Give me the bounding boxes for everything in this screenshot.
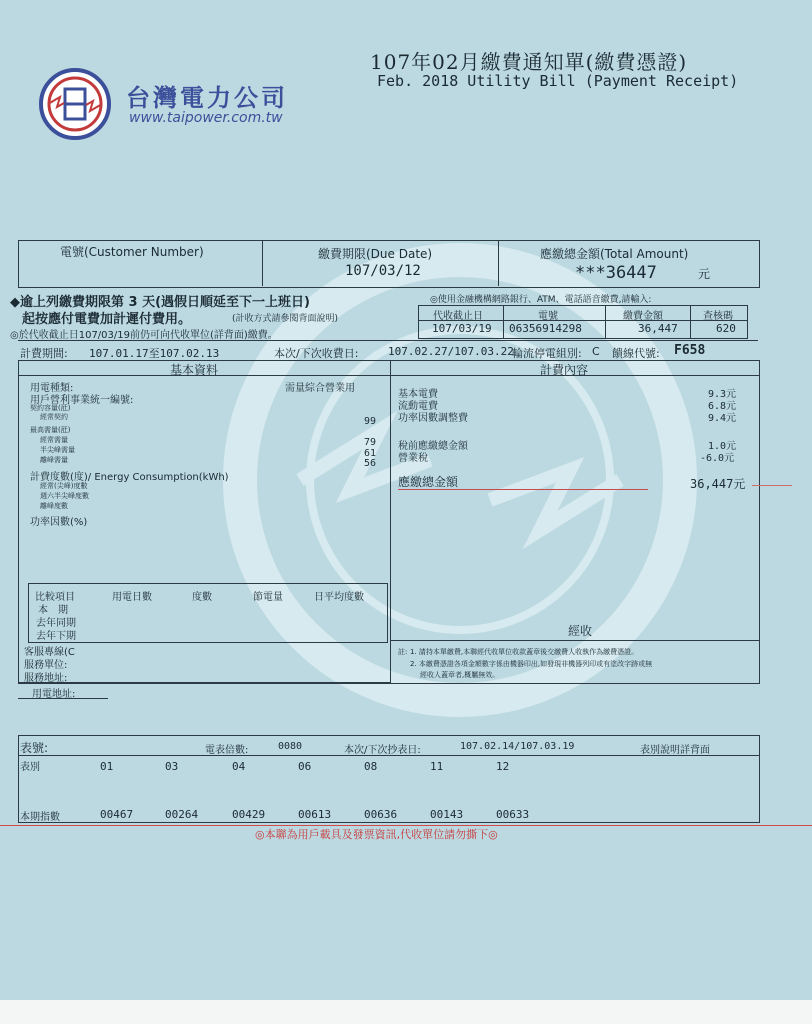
note-2: 2. 本繳費憑證各項金額數字係由機器印出,如發現非機器列印或有塗改字跡或無 (410, 660, 653, 668)
total-amount: ***36447 (575, 263, 657, 283)
charge-total-value: 36,447元 (690, 477, 746, 491)
charge-pretax-label: 稅前應繳總金額 (398, 441, 468, 452)
payment-col-amount: 繳費金額 (623, 311, 663, 322)
tear-off-notice: ◎本聯為用戶載具及發票資訊,代收單位請勿撕下◎ (255, 828, 498, 841)
charge-pf-label: 功率因數調整費 (398, 413, 468, 424)
energy-consumption-label: 計費度數(度)/ Energy Consumption(kWh) (30, 472, 229, 483)
meter-reading: 00264 (165, 808, 199, 821)
meter-reading: 00636 (364, 808, 398, 821)
service-unit-label: 服務單位: (24, 660, 68, 671)
title-zh: 107年02月繳費通知單(繳費憑證) (370, 50, 688, 74)
comparison-header-item: 比較項目 (35, 592, 75, 603)
total-amount-label: 應繳總金額(Total Amount) (540, 247, 689, 261)
regular-demand-value: 79 (364, 437, 377, 448)
charge-tax-value: -6.0元 (700, 453, 735, 464)
billing-period-label: 計費期間: (20, 347, 68, 360)
peak-kwh-label: 經常(尖峰)度數 (40, 482, 88, 490)
payment-check-code: 620 (716, 322, 736, 335)
title-en: Feb. 2018 Utility Bill (Payment Receipt) (377, 72, 739, 90)
payment-col-check: 查核碼 (703, 311, 733, 322)
meter-explain-label: 表別說明詳背面 (640, 745, 710, 756)
comparison-header-kwh: 度數 (192, 592, 212, 603)
receipt-stamp-label: 經收 (568, 624, 593, 638)
meter-read-date-label: 本次/下次抄表日: (344, 745, 421, 756)
saturday-kwh-label: 週六半尖峰度數 (40, 492, 89, 500)
meter-reading: 00613 (298, 808, 332, 821)
power-factor-label: 功率因數(%) (30, 517, 88, 528)
service-hotline-label: 客服專線(C (24, 647, 75, 658)
meter-type-label: 表別 (20, 762, 40, 773)
feeder-code-label: 饋線代號: (612, 347, 660, 360)
scan-background (0, 1000, 812, 1024)
payment-col-customer: 電號 (538, 311, 558, 322)
site-address-label: 用電地址: (32, 689, 76, 700)
late-fee-note: (計收方式請參閱背面說明) (232, 314, 339, 324)
comparison-row-last-year: 去年同期 (36, 618, 76, 629)
meter-reading: 00143 (430, 808, 464, 821)
collection-notice: ◎於代收截止日107/03/19前仍可向代收單位(詳背面)繳費。 (10, 330, 278, 341)
charge-basic-value: 9.3元 (708, 389, 737, 400)
meter-type: 11 (430, 760, 444, 773)
comparison-row-current: 本 期 (38, 605, 68, 616)
late-fee-notice-2: 起按應付電費加計遲付費用。 (22, 312, 192, 327)
company-website: www.taipower.com.tw (129, 110, 283, 126)
meter-type: 06 (298, 760, 312, 773)
charges-heading: 計費內容 (540, 363, 589, 377)
meter-multiplier-label: 電表倍數: (205, 745, 249, 756)
due-date: 107/03/12 (345, 263, 421, 279)
charge-basic-label: 基本電費 (398, 389, 438, 400)
notes-label: 註: (398, 648, 408, 656)
taipower-logo-icon (38, 67, 112, 141)
charge-total-label: 應繳總金額 (398, 475, 459, 489)
comparison-header-saved: 節電量 (253, 592, 283, 603)
charge-pretax-value: 1.0元 (708, 441, 737, 452)
billing-period: 107.01.17至107.02.13 (89, 347, 220, 360)
meter-type: 12 (496, 760, 510, 773)
company-name: 台灣電力公司 (126, 84, 288, 112)
charge-tax-label: 營業稅 (398, 453, 428, 464)
regular-contract-label: 經常契約 (40, 413, 68, 421)
late-fee-notice: ◆逾上列繳費期限第 3 天(遇假日順延至下一上班日) (10, 295, 310, 310)
charge-flow-label: 流動電費 (398, 401, 438, 412)
payment-amount: 36,447 (638, 322, 678, 335)
meter-number-label: 表號: (20, 741, 49, 755)
payment-customer-number: 06356914298 (509, 322, 582, 335)
usage-type-label: 用電種類: (30, 383, 74, 394)
basic-info-heading: 基本資料 (170, 363, 219, 377)
payment-col-deadline: 代收截止日 (433, 311, 483, 322)
tax-id-label: 用戶營利事業統一編號: (30, 395, 134, 406)
comparison-header-days: 用電日數 (112, 592, 152, 603)
off-peak-kwh-label: 離峰度數 (40, 502, 68, 510)
customer-number-label: 電號(Customer Number) (60, 245, 204, 259)
payment-header: ◎使用金融機構網路銀行、ATM、電話語音繳費,請輸入: (430, 295, 652, 305)
max-demand-label: 最高需量(瓩) (30, 426, 71, 434)
meter-read-date: 107.02.14/107.03.19 (460, 741, 575, 752)
meter-reading: 00429 (232, 808, 266, 821)
feeder-code: F658 (674, 343, 706, 358)
outage-group: C (592, 345, 600, 358)
service-address-label: 服務地址: (24, 673, 68, 684)
off-peak-demand-label: 離峰需量 (40, 456, 68, 464)
regular-contract-value: 99 (364, 416, 377, 427)
payment-deadline: 107/03/19 (432, 322, 492, 335)
comparison-row-last-year-next: 去年下期 (36, 631, 76, 642)
collection-date: 107.02.27/107.03.22 (388, 345, 514, 358)
off-peak-demand-value: 56 (364, 458, 377, 469)
meter-type: 08 (364, 760, 378, 773)
charge-flow-value: 6.8元 (708, 401, 737, 412)
collection-date-label: 本次/下次收費日: (274, 347, 359, 360)
meter-type: 01 (100, 760, 114, 773)
semi-peak-demand-value: 61 (364, 448, 377, 459)
meter-reading: 00467 (100, 808, 134, 821)
meter-reading-label: 本期指數 (20, 812, 60, 823)
usage-type: 需量綜合營業用 (285, 383, 355, 394)
total-amount-unit: 元 (698, 267, 711, 281)
note-1: 1. 請持本單繳費,本聯經代收單位收款蓋章後交繳費人收執作為繳費憑證。 (410, 648, 639, 656)
meter-multiplier: 0080 (278, 741, 303, 752)
note-2b: 經收人蓋章者,概屬無效。 (420, 671, 500, 679)
charge-pf-value: 9.4元 (708, 413, 737, 424)
meter-type: 03 (165, 760, 179, 773)
outage-group-label: 輪流停電組別: (512, 347, 582, 360)
comparison-header-daily: 日平均度數 (314, 592, 364, 603)
regular-demand-label: 經常需量 (40, 436, 68, 444)
semi-peak-demand-label: 半尖峰需量 (40, 446, 75, 454)
due-date-label: 繳費期限(Due Date) (318, 247, 433, 261)
meter-reading: 00633 (496, 808, 530, 821)
meter-type: 04 (232, 760, 246, 773)
contract-capacity-label: 契約容量(瓩) (30, 404, 71, 412)
